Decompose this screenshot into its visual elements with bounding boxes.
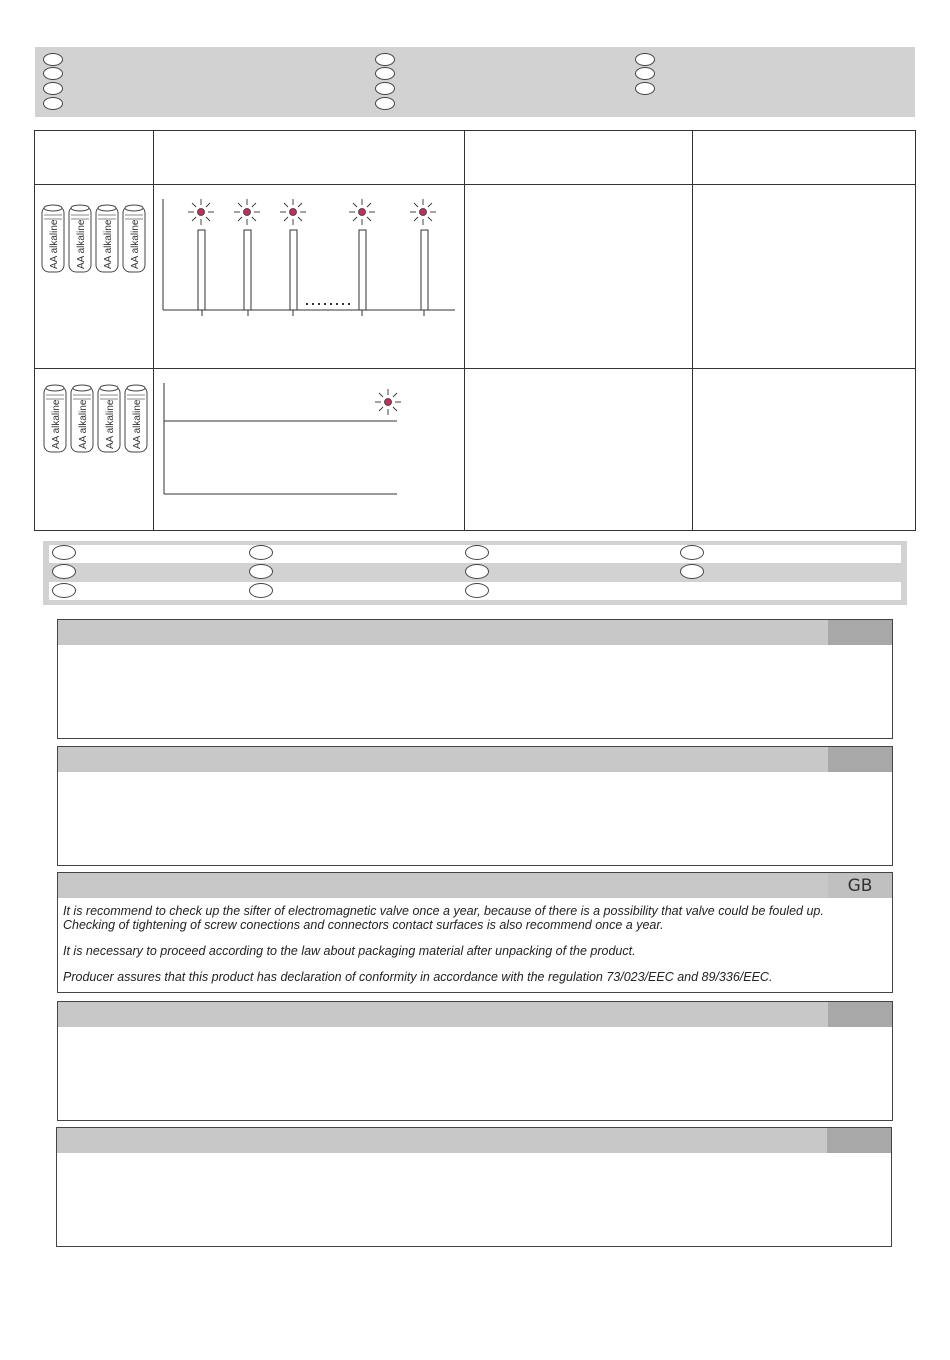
signal-diagram-cell bbox=[154, 369, 465, 531]
packaging-text: It is necessary to proceed according to the law about packaging material after unpacking of the product. bbox=[63, 944, 636, 958]
language-oval-icon bbox=[635, 82, 655, 95]
signal-diagram-cell bbox=[154, 185, 465, 369]
svg-text:AA alkaline: AA alkaline bbox=[49, 219, 60, 269]
batteries-graphic bbox=[35, 369, 153, 525]
action-cell bbox=[693, 369, 916, 531]
language-oval-icon bbox=[52, 564, 76, 579]
svg-text:AA alkaline: AA alkaline bbox=[132, 399, 143, 449]
section-header bbox=[57, 1128, 891, 1153]
svg-text:AA alkaline: AA alkaline bbox=[76, 219, 87, 269]
aa-battery-icon bbox=[123, 205, 145, 272]
language-panel bbox=[43, 541, 907, 605]
section-header bbox=[58, 620, 892, 645]
maintenance-text: Checking of tightening of screw conections and connectors contact surfaces is also recommend once a year. bbox=[63, 918, 664, 932]
section-language-tag bbox=[828, 747, 892, 772]
section-box bbox=[57, 1001, 893, 1121]
language-oval-icon bbox=[375, 82, 395, 95]
description-cell bbox=[465, 185, 693, 369]
language-oval-icon bbox=[249, 545, 273, 560]
constant-signal-diagram bbox=[154, 369, 464, 525]
language-oval-icon bbox=[43, 82, 63, 95]
section-header bbox=[58, 1002, 892, 1027]
blinking-led-icon bbox=[234, 199, 260, 225]
svg-text:AA alkaline: AA alkaline bbox=[130, 219, 141, 269]
blinking-led-icon bbox=[349, 199, 375, 225]
language-oval-icon bbox=[43, 67, 63, 80]
section-header bbox=[58, 747, 892, 772]
section-language-tag bbox=[827, 1128, 891, 1153]
aa-battery-icon bbox=[69, 205, 91, 272]
aa-battery-icon bbox=[44, 385, 66, 452]
svg-text:AA alkaline: AA alkaline bbox=[105, 399, 116, 449]
aa-battery-icon bbox=[96, 205, 118, 272]
language-oval-icon bbox=[465, 545, 489, 560]
description-cell bbox=[465, 369, 693, 531]
blinking-led-icon bbox=[280, 199, 306, 225]
language-oval-icon bbox=[375, 97, 395, 110]
table-row bbox=[35, 185, 916, 369]
header-cell bbox=[465, 131, 693, 185]
batteries-graphic bbox=[35, 185, 153, 363]
battery-cell bbox=[35, 369, 154, 531]
section-box bbox=[56, 1127, 892, 1247]
language-oval-icon bbox=[52, 545, 76, 560]
battery-cell bbox=[35, 185, 154, 369]
language-oval-icon bbox=[375, 53, 395, 66]
conformity-text: Producer assures that this product has declaration of conformity in accordance with the regulation 73/023/EEC and 89/336/EEC. bbox=[63, 970, 773, 984]
language-oval-icon bbox=[635, 67, 655, 80]
language-oval-icon bbox=[465, 583, 489, 598]
blinking-led-icon bbox=[375, 389, 401, 415]
section-language-tag bbox=[828, 620, 892, 645]
blinking-led-icon bbox=[188, 199, 214, 225]
language-oval-icon bbox=[249, 564, 273, 579]
section-box bbox=[57, 619, 893, 739]
header-cell bbox=[35, 131, 154, 185]
table-header-row bbox=[35, 131, 916, 185]
pulse-diagram bbox=[154, 185, 464, 363]
section-language-tag bbox=[828, 1002, 892, 1027]
language-oval-icon bbox=[680, 545, 704, 560]
language-oval-icon bbox=[465, 564, 489, 579]
section-language-tag: GB bbox=[828, 873, 892, 898]
top-language-band bbox=[35, 47, 915, 117]
blinking-led-icon bbox=[410, 199, 436, 225]
language-oval-icon bbox=[249, 583, 273, 598]
header-cell bbox=[693, 131, 916, 185]
aa-battery-icon bbox=[125, 385, 147, 452]
aa-battery-icon bbox=[98, 385, 120, 452]
battery-status-table bbox=[34, 130, 916, 531]
svg-text:AA alkaline: AA alkaline bbox=[51, 399, 62, 449]
language-oval-icon bbox=[635, 53, 655, 66]
aa-battery-icon bbox=[42, 205, 64, 272]
language-oval-icon bbox=[375, 67, 395, 80]
section-box bbox=[57, 746, 893, 866]
svg-text:AA alkaline: AA alkaline bbox=[78, 399, 89, 449]
header-cell bbox=[154, 131, 465, 185]
section-header bbox=[58, 873, 892, 898]
svg-text:AA alkaline: AA alkaline bbox=[103, 219, 114, 269]
language-oval-icon bbox=[43, 97, 63, 110]
language-oval-icon bbox=[43, 53, 63, 66]
table-row bbox=[35, 369, 916, 531]
action-cell bbox=[693, 185, 916, 369]
maintenance-text: It is recommend to check up the sifter of electromagnetic valve once a year, because of there is a possibility that valve could be fouled up. bbox=[63, 904, 824, 918]
aa-battery-icon bbox=[71, 385, 93, 452]
section-box-gb bbox=[57, 872, 893, 993]
language-oval-icon bbox=[680, 564, 704, 579]
language-oval-icon bbox=[52, 583, 76, 598]
